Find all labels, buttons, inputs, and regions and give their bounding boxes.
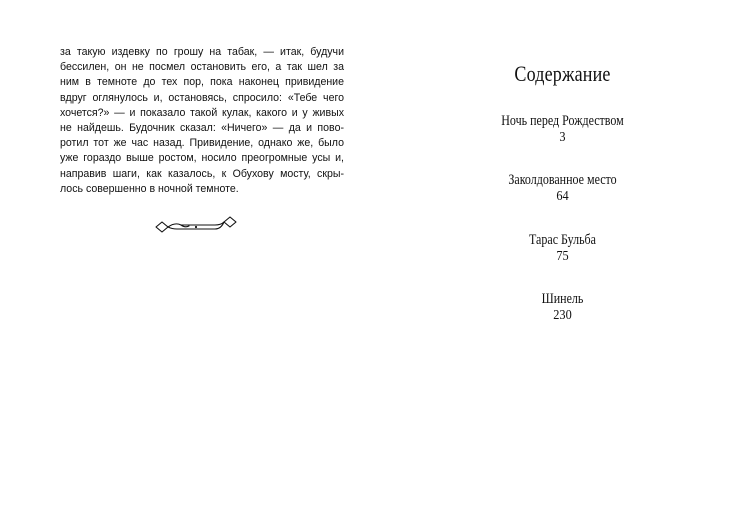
text-line: бессилен, он не посмел остановить его, а так шел за bbox=[60, 61, 344, 74]
right-page bbox=[375, 0, 750, 530]
divider-ornament-icon bbox=[155, 214, 237, 236]
table-of-contents bbox=[375, 0, 750, 530]
story-text bbox=[60, 45, 344, 197]
text-line: не найдешь. Будочник сказал: «Ничего» — да и пово- bbox=[60, 122, 344, 135]
toc-heading: Содержание bbox=[514, 61, 611, 86]
text-line: ротил тот же час назад. Привидение, однако же, было bbox=[60, 137, 344, 150]
toc-entry-2[interactable] bbox=[375, 171, 750, 205]
toc-entry-1[interactable] bbox=[375, 112, 750, 146]
toc-entry-title: Заколдованное место bbox=[508, 172, 617, 188]
text-line: лось совершенно в ночной темноте. bbox=[60, 182, 239, 195]
toc-entry-page-number: 75 bbox=[556, 249, 569, 264]
toc-entry-title: Тарас Бульба bbox=[529, 232, 596, 248]
toc-entry-title: Ночь перед Рождеством bbox=[501, 113, 624, 129]
toc-entry-page-number: 64 bbox=[556, 189, 569, 204]
toc-entry-4[interactable] bbox=[375, 290, 750, 324]
text-line: уже гораздо выше ростом, носило преогромные усы и, bbox=[60, 152, 344, 165]
text-line: ним в темноте до тех пор, пока наконец привидение bbox=[60, 76, 344, 89]
toc-entry-title: Шинель bbox=[541, 291, 584, 307]
toc-entry-3[interactable] bbox=[375, 231, 750, 265]
toc-entry-page-number: 230 bbox=[553, 308, 572, 323]
text-line: вдруг оглянулось и, остановясь, спросило: «Тебе чего bbox=[60, 91, 344, 104]
text-line: за такую издевку по грошу на табак, — итак, будучи bbox=[60, 46, 344, 58]
toc-entry-page-number: 3 bbox=[559, 130, 566, 145]
text-line: хочется?» — и показало такой кулак, какого и у живых bbox=[60, 106, 344, 119]
text-line: направив шаги, как казалось, к Обухову мосту, скры- bbox=[60, 167, 344, 180]
